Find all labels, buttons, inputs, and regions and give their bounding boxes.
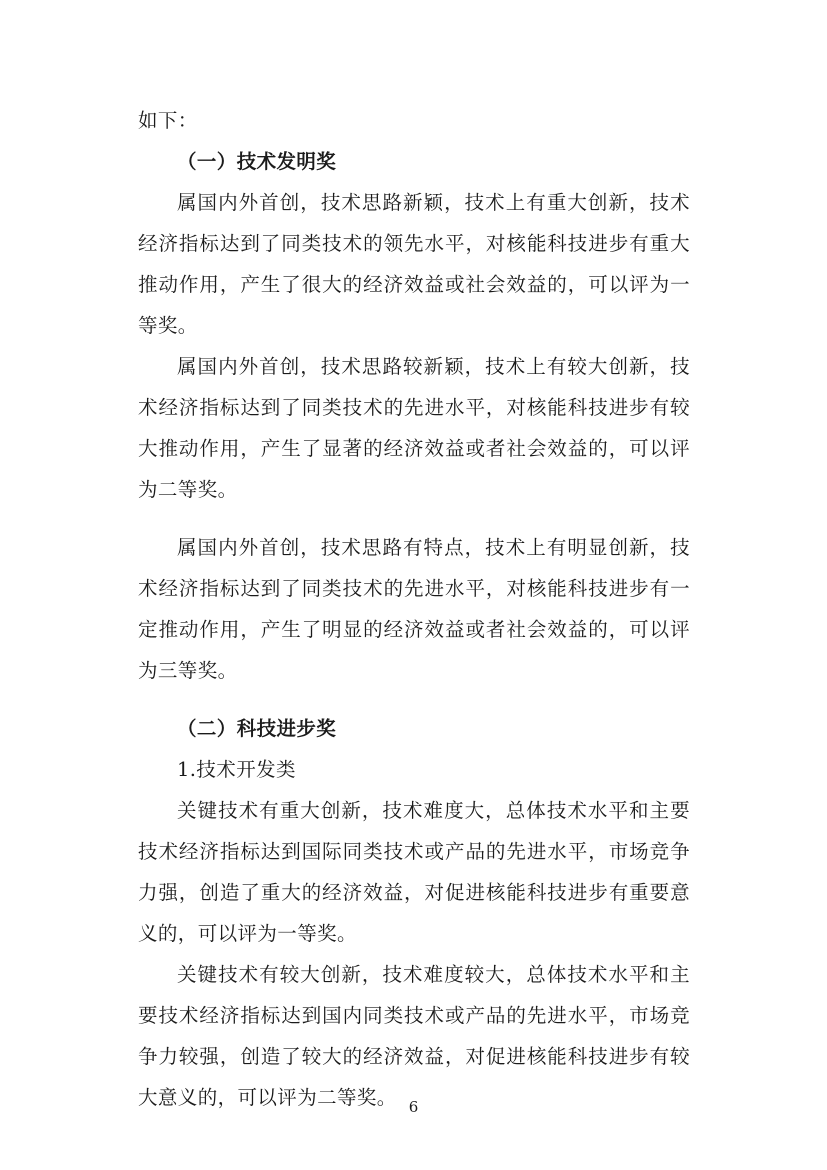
document-body <box>138 100 690 1118</box>
paragraph-first-class-award-invention: 属国内外首创，技术思路新颖，技术上有重大创新，技术经济指标达到了同类技术的领先水平，对核能科技进步有重大推动作用，产生了很大的经济效益或社会效益的，可以评为一等奖。 <box>138 191 690 337</box>
paragraph-first-class-award-development: 关键技术有重大创新，技术难度大，总体技术水平和主要技术经济指标达到国际同类技术或产品的先进水平，市场竞争力强，创造了重大的经济效益，对促进核能科技进步有重要意义的，可以评为一等奖。 <box>138 799 690 945</box>
paragraph-second-class-award-development: 关键技术有较大创新，技术难度较大，总体技术水平和主要技术经济指标达到国内同类技术或产品的先进水平，市场竞争力较强，创造了较大的经济效益，对促进核能科技进步有较大意义的，可以评为二等奖。 <box>138 963 690 1109</box>
subsection-heading-technology-development: 1.技术开发类 <box>177 758 296 781</box>
section-heading-science-progress-award: （二）科技进步奖 <box>177 717 337 740</box>
paragraph-continuation: 如下： <box>138 109 198 132</box>
page-number: 6 <box>408 1098 419 1116</box>
section-heading-technology-invention-award: （一）技术发明奖 <box>177 150 337 173</box>
paragraph-second-class-award-invention: 属国内外首创，技术思路较新颖，技术上有较大创新，技术经济指标达到了同类技术的先进水平，对核能科技进步有较大推动作用，产生了显著的经济效益或者社会效益的，可以评为二等奖。 <box>138 355 690 501</box>
paragraph-third-class-award-invention: 属国内外首创，技术思路有特点，技术上有明显创新，技术经济指标达到了同类技术的先进水平，对核能科技进步有一定推动作用，产生了明显的经济效益或者社会效益的，可以评为三等奖。 <box>138 536 690 682</box>
